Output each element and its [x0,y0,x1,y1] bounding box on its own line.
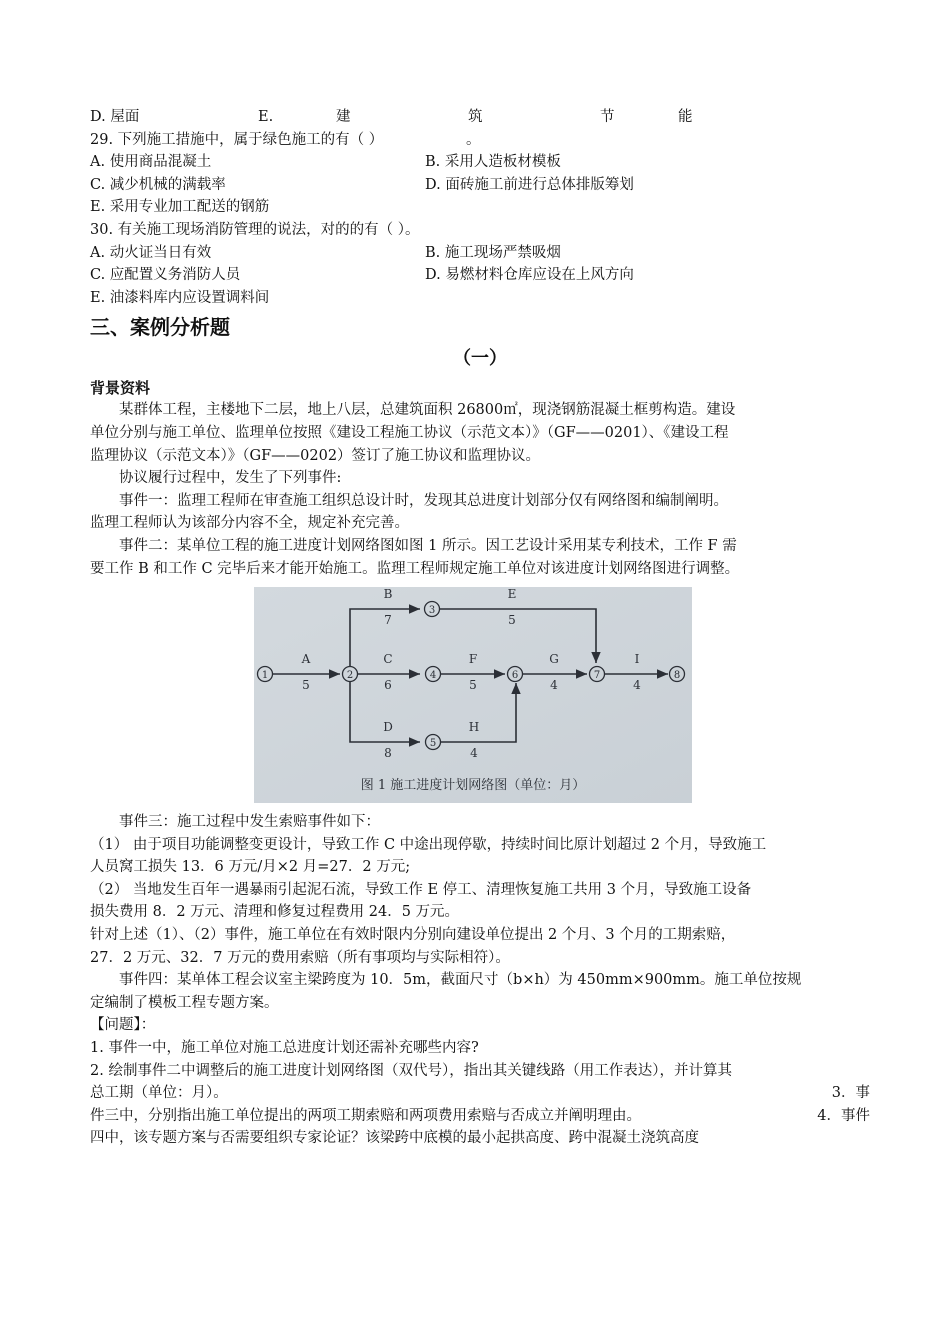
q29-options-ab [90,151,870,174]
event-3: 事件三：施工过程中发生索赔事件如下： [119,814,380,830]
event-4-cont: 定编制了模板工程专题方案。 [90,994,279,1011]
activity-d-duration: 8 [384,746,392,760]
question-3-text: 件三中，分别指出施工单位提出的两项工期索赔和两项费用索赔与否成立并阐明理由。 [90,1107,641,1124]
event-3-item-2-cont: 损失费用 8．2 万元、清理和修复过程费用 24．5 万元。 [90,904,460,921]
activity-b-name: B [383,587,393,601]
activity-g-name: G [549,652,559,666]
q29-option-e: E. 采用专业加工配送的钢筋 [90,199,270,216]
question-3 [90,1105,870,1128]
q30-options-ab [90,242,870,265]
network-diagram-figure [254,587,692,803]
question-2: 2. 绘制事件二中调整后的施工进度计划网络图（双代号），指出其关键线路（用工作表达），并计算其 [90,1062,732,1079]
event-2: 事件二：某单位工程的施工进度计划网络图如图 1 所示。因工艺设计采用某专利技术，工作 F 需 [119,537,737,554]
q28-option-e-label: E. [258,109,274,125]
activity-e-duration: 5 [508,613,516,627]
section-title: 三、案例分析题 [90,315,230,340]
node-1-label: 1 [261,670,269,681]
question-1: 1. 事件一中，施工单位对施工总进度计划还需补充哪些内容? [90,1039,479,1056]
activity-b-duration: 7 [384,613,392,627]
q30-option-c: C. 应配置义务消防人员 [90,267,241,284]
document-page-lower [90,811,870,1150]
q28-option-e-char: 能 [678,109,693,125]
paragraph-line: 监理协议（示范文本）》（GF——0202）签订了施工协议和监理协议。 [90,447,541,464]
activity-c-name: C [383,652,393,666]
activity-h-duration: 4 [470,746,478,760]
background-title: 背景资料 [90,379,151,398]
q30-option-b: B. 施工现场严禁吸烟 [425,244,561,261]
case-title: （一） [453,348,507,370]
q28-option-d: D. 屋面 [90,109,140,125]
question-4-head: 4．事件 [817,1107,870,1124]
activity-e-name: E [507,587,517,601]
figure-background [254,587,692,803]
questions-label: 【问题】： [90,1017,156,1034]
activity-a-name: A [301,652,311,666]
event-3-claims-cont: 27．2 万元、32．7 万元的费用索赔（所有事项均与实际相符）。 [90,949,510,966]
activity-a-duration: 5 [302,678,310,692]
event-3-item-2: （2） 当地发生百年一遇暴雨引起泥石流，导致工作 E 停工、清理恢复施工共用 3 个月，导致施工设备 [90,881,752,898]
paragraph-1 [90,399,870,422]
node-6-label: 6 [511,670,519,681]
q30-option-a: A. 动火证当日有效 [90,244,212,261]
activity-i-name: I [634,652,640,666]
node-7-label: 7 [593,670,601,681]
node-5-label: 5 [429,738,437,749]
q29-option-a: A. 使用商品混凝土 [90,154,212,171]
event-4: 事件四：某单体工程会议室主梁跨度为 10．5m，截面尺寸（b×h）为 450mm×900mm。施工单位按规 [119,972,802,989]
node-4-label: 4 [429,670,437,681]
figure-caption: 图 1 施工进度计划网络图（单位：月） [360,778,586,793]
q29-stem-text: 29. 下列施工措施中，属于绿色施工的有（ ） [90,131,377,148]
q28-option-e-char: 建 [336,109,351,125]
q30-stem: 30. 有关施工现场消防管理的说法，对的的有（ ）。 [90,221,420,238]
paragraph-1-cont2 [90,445,870,468]
question-4: 四中，该专题方案与否需要组织专家论证？该梁跨中底模的最小起拱高度、跨中混凝土浇筑高度 [90,1130,699,1147]
paragraph-line: 单位分别与施工单位、监理单位按照《建设工程施工协议（示范文本）》（GF——0201）、《建设工程 [90,424,729,441]
q29-stem-tail: 。 [466,131,481,148]
document-page [90,106,870,580]
question-2-cont [90,1082,870,1105]
event-3-item-1: （1） 由于项目功能调整变更设计，导致工作 C 中途出现停歇，持续时间比原计划超过 2 个月，导致施工 [90,836,767,853]
paragraph-line: 某群体工程，主楼地下二层，地上八层，总建筑面积 26800㎡，现浇钢筋混凝土框剪构造。建设 [119,402,736,419]
q28-option-e-char: 筑 [468,109,483,125]
activity-f-name: F [468,652,478,666]
activity-d-name: D [383,720,393,734]
q28-option-de [90,106,870,129]
q29-stem [90,129,870,152]
event-1-cont: 监理工程师认为该部分内容不全，规定补充完善。 [90,515,409,532]
q29-options-cd [90,174,870,197]
node-3-label: 3 [428,605,436,616]
activity-g-duration: 4 [550,678,558,692]
q28-option-e-char: 节 [600,109,615,125]
event-3-item-1-cont: 人员窝工损失 13．6 万元/月×2 月=27．2 万元; [90,859,411,876]
activity-h-name: H [468,720,480,734]
question-3-head: 3．事 [831,1085,870,1102]
paragraph-2: 协议履行过程中，发生了下列事件: [119,470,342,487]
q29-option-c: C. 减少机械的满载率 [90,176,226,193]
activity-f-duration: 5 [469,678,477,692]
q30-option-d: D. 易燃材料仓库应设在上风方向 [425,267,634,284]
event-1: 事件一：监理工程师在审查施工组织总设计时，发现其总进度计划部分仅有网络图和编制阐明。 [119,492,728,509]
activity-c-duration: 6 [384,678,392,692]
question-2-tail: 总工期（单位：月）。 [90,1085,228,1102]
q30-options-cd [90,264,870,287]
event-3-claims: 针对上述（1）、（2）事件，施工单位在有效时限内分别向建设单位提出 2 个月、3 个月的工期索赔， [90,926,736,943]
activity-i-duration: 4 [633,678,641,692]
event-2-cont: 要工作 B 和工作 C 完毕后来才能开始施工。监理工程师规定施工单位对该进度计划网络图进行调整。 [90,560,740,577]
paragraph-1-cont [90,422,870,445]
node-2-label: 2 [346,670,354,681]
node-8-label: 8 [673,670,681,681]
q30-option-e: E. 油漆料库内应设置调料间 [90,289,270,306]
q29-option-b: B. 采用人造板材模板 [425,154,561,171]
q29-option-d: D. 面砖施工前进行总体排版筹划 [425,176,634,193]
